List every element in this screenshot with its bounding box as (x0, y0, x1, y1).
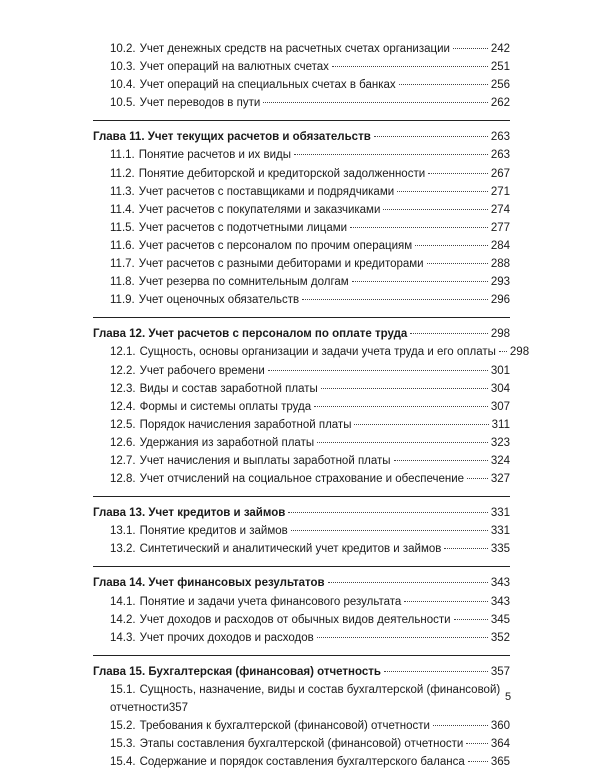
section-number: 13.2. (110, 543, 136, 556)
section-number: 12.7. (110, 454, 136, 467)
chapter-divider (93, 655, 510, 656)
section-title: Понятие расчетов и их виды (138, 149, 292, 162)
dot-leader (410, 333, 488, 334)
section-number: 11.1. (110, 149, 135, 162)
section-title: Удержания из заработной платы (139, 436, 315, 449)
dot-leader (302, 299, 488, 300)
section-entry[interactable] (93, 273, 510, 291)
section-number: 14.1. (110, 595, 136, 608)
chapter-page: 357 (490, 665, 510, 678)
section-page: 304 (490, 382, 510, 395)
dot-leader (352, 281, 488, 282)
section-title: Учет начисления и выплаты заработной платы (139, 454, 391, 467)
chapter-page: 343 (490, 577, 510, 590)
section-title: Учет операций на специальных счетах в банках (139, 79, 396, 92)
section-title: Формы и системы оплаты труда (139, 400, 312, 413)
section-title: Учет расчетов с покупателями и заказчиками (138, 203, 381, 216)
section-entry[interactable] (93, 380, 510, 398)
section-entry[interactable] (93, 470, 510, 488)
section-entry[interactable] (93, 183, 510, 201)
dot-leader (374, 136, 488, 137)
section-number: 12.6. (110, 436, 136, 449)
section-page: 365 (490, 756, 510, 769)
section-page: 277 (490, 221, 510, 234)
section-title: Понятие и задачи учета финансового результата (139, 595, 402, 608)
section-page: 323 (490, 436, 510, 449)
section-title: Понятие кредитов и займов (139, 525, 288, 538)
section-number: 11.9. (110, 294, 135, 307)
section-number: 10.3. (110, 61, 136, 74)
section-title: Понятие дебиторской и кредиторской задолженности (138, 167, 426, 180)
section-title: Учет операций на валютных счетах (139, 61, 329, 74)
section-page: 357 (168, 701, 189, 714)
dot-leader (428, 173, 488, 174)
section-number: 11.2. (110, 167, 135, 180)
section-title: Сущность, основы организации и задачи учета труда и его оплаты (139, 346, 496, 359)
section-page: 335 (490, 543, 510, 556)
section-page: 274 (490, 203, 510, 216)
section-page: 343 (490, 595, 510, 608)
chapter-entry[interactable] (93, 128, 510, 146)
section-number: 11.6. (110, 239, 135, 252)
section-title: Учет прочих доходов и расходов (139, 631, 314, 644)
section-number: 15.1. (110, 683, 136, 696)
section-title: Этапы составления бухгалтерской (финансовой) отчетности (139, 738, 464, 750)
dot-leader (453, 48, 488, 49)
section-number: 13.1. (110, 525, 136, 538)
dot-leader (427, 263, 488, 264)
dot-leader (288, 512, 488, 513)
section-entry[interactable] (93, 434, 510, 452)
section-page: 345 (490, 613, 510, 626)
section-title: Учет переводов в пути (139, 97, 261, 110)
dot-leader (354, 424, 488, 425)
section-entry[interactable] (93, 629, 510, 647)
section-page: 298 (509, 346, 530, 359)
section-page: 251 (490, 61, 510, 74)
section-page: 301 (490, 364, 510, 377)
dot-leader (397, 191, 488, 192)
section-entry[interactable] (93, 717, 510, 735)
section-entry[interactable] (93, 255, 510, 273)
section-entry[interactable] (93, 753, 510, 771)
table-of-contents (93, 40, 530, 771)
section-entry[interactable] (93, 593, 510, 611)
section-entry[interactable] (93, 398, 510, 416)
section-title: Порядок начисления заработной платы (139, 418, 352, 431)
section-entry[interactable] (93, 343, 530, 361)
section-number: 12.4. (110, 400, 136, 413)
dot-leader (350, 227, 488, 228)
section-page: 262 (490, 97, 510, 110)
section-number: 12.2. (110, 364, 136, 377)
section-number: 15.4. (110, 756, 136, 769)
chapter-title: Глава 12. Учет расчетов с персоналом по оплате труда (93, 328, 408, 341)
chapter-title: Глава 14. Учет финансовых результатов (93, 577, 325, 590)
section-entry[interactable] (93, 540, 510, 558)
dot-leader (314, 406, 488, 407)
section-number: 12.8. (110, 473, 136, 486)
section-entry[interactable] (93, 452, 510, 470)
section-page: 311 (491, 418, 510, 431)
section-entry[interactable] (93, 416, 510, 434)
dot-leader (317, 637, 488, 638)
section-title: Учет отчислений на социальное страхование и обеспечение (139, 473, 465, 486)
section-title: Учет денежных средств на расчетных счетах организации (139, 43, 450, 55)
dot-leader (321, 388, 488, 389)
section-number: 11.4. (110, 203, 135, 216)
dot-leader (263, 102, 488, 103)
chapter-divider (93, 317, 510, 318)
section-entry[interactable] (93, 681, 510, 717)
section-number: 10.4. (110, 79, 136, 92)
section-page: 364 (490, 738, 510, 750)
section-page: 242 (490, 43, 510, 55)
section-number: 12.3. (110, 382, 136, 395)
dot-leader (291, 530, 488, 531)
section-page: 256 (490, 79, 510, 92)
section-title: Учет доходов и расходов от обычных видов деятельности (139, 613, 451, 626)
section-page: 296 (490, 294, 510, 307)
chapter-divider (93, 566, 510, 567)
section-entry[interactable] (93, 522, 510, 540)
section-page: 263 (490, 149, 510, 162)
section-number: 15.2. (110, 719, 136, 732)
section-number: 11.8. (110, 276, 135, 289)
section-entry[interactable] (93, 58, 510, 76)
section-entry[interactable] (93, 735, 510, 753)
section-page: 360 (490, 719, 510, 732)
section-title: Учет расчетов с разными дебиторами и кредиторами (138, 258, 424, 271)
dot-leader (383, 209, 487, 210)
section-page: 331 (490, 525, 510, 538)
chapter-entry[interactable] (93, 325, 510, 343)
chapter-page: 298 (490, 328, 510, 341)
dot-leader (268, 370, 488, 371)
dot-leader (328, 582, 488, 583)
dot-leader (294, 154, 488, 155)
section-page: 327 (490, 473, 510, 486)
dot-leader (433, 725, 488, 726)
section-entry[interactable] (93, 611, 510, 629)
dot-leader (467, 478, 488, 479)
section-entry[interactable] (93, 146, 510, 164)
dot-leader (499, 351, 507, 352)
section-title: Учет оценочных обязательств (138, 294, 300, 307)
section-number: 11.7. (110, 258, 135, 271)
chapter-divider (93, 496, 510, 497)
section-title: Виды и состав заработной платы (139, 382, 318, 395)
section-number: 10.5. (110, 97, 136, 110)
dot-leader (332, 66, 488, 67)
section-title: Учет расчетов с персоналом по прочим операциям (138, 239, 413, 252)
dot-leader (415, 245, 488, 246)
section-title: Требования к бухгалтерской (финансовой) отчетности (139, 719, 430, 732)
dot-leader (466, 743, 488, 744)
chapter-title: Глава 15. Бухгалтерская (финансовая) отчетность (93, 665, 381, 678)
dot-leader (394, 460, 488, 461)
section-entry[interactable] (93, 165, 510, 183)
section-number: 14.2. (110, 613, 136, 626)
section-page: 324 (490, 454, 510, 467)
section-page: 267 (490, 167, 510, 180)
section-number: 10.2. (110, 43, 136, 55)
section-entry[interactable] (93, 76, 510, 94)
section-title: Сущность, назначение, виды и состав бухгалтерской (финансовой) (139, 683, 501, 696)
section-number: 12.5. (110, 418, 136, 431)
section-entry[interactable] (93, 40, 510, 58)
page-number: 5 (505, 691, 512, 703)
chapter-page: 263 (490, 131, 510, 144)
chapter-divider (93, 120, 510, 121)
section-title-continued: отчетности (110, 701, 169, 714)
section-number: 15.3. (110, 738, 136, 750)
chapter-entry[interactable] (93, 663, 510, 681)
section-title: Учет расчетов с поставщиками и подрядчиками (138, 185, 395, 198)
chapter-title: Глава 13. Учет кредитов и займов (93, 507, 286, 520)
dot-leader (384, 671, 488, 672)
dot-leader (404, 601, 488, 602)
dot-leader (317, 442, 488, 443)
section-entry[interactable] (93, 237, 510, 255)
section-page: 271 (490, 185, 510, 198)
section-entry[interactable] (93, 94, 510, 112)
section-page: 293 (490, 276, 510, 289)
dot-leader (468, 761, 488, 762)
section-title: Содержание и порядок составления бухгалтерского баланса (139, 756, 465, 769)
chapter-title: Глава 11. Учет текущих расчетов и обязательств (93, 131, 371, 144)
chapter-page: 331 (490, 507, 510, 520)
section-number: 11.5. (110, 221, 135, 234)
chapter-entry[interactable] (93, 574, 510, 592)
section-page: 352 (490, 631, 510, 644)
dot-leader (444, 548, 487, 549)
chapter-entry[interactable] (93, 504, 510, 522)
section-page: 284 (490, 239, 510, 252)
section-title: Учет расчетов с подотчетными лицами (138, 221, 348, 234)
section-entry[interactable] (93, 291, 510, 309)
section-entry[interactable] (93, 201, 510, 219)
section-number: 12.1. (110, 346, 136, 359)
section-entry[interactable] (93, 362, 510, 380)
section-number: 11.3. (110, 185, 135, 198)
section-entry[interactable] (93, 219, 510, 237)
dot-leader (399, 84, 488, 85)
section-title: Учет рабочего времени (139, 364, 265, 377)
dot-leader (454, 619, 488, 620)
section-page: 288 (490, 258, 510, 271)
section-number: 14.3. (110, 631, 136, 644)
section-title: Учет резерва по сомнительным долгам (138, 276, 349, 289)
section-title: Синтетический и аналитический учет кредитов и займов (139, 543, 442, 556)
section-page: 307 (490, 400, 510, 413)
